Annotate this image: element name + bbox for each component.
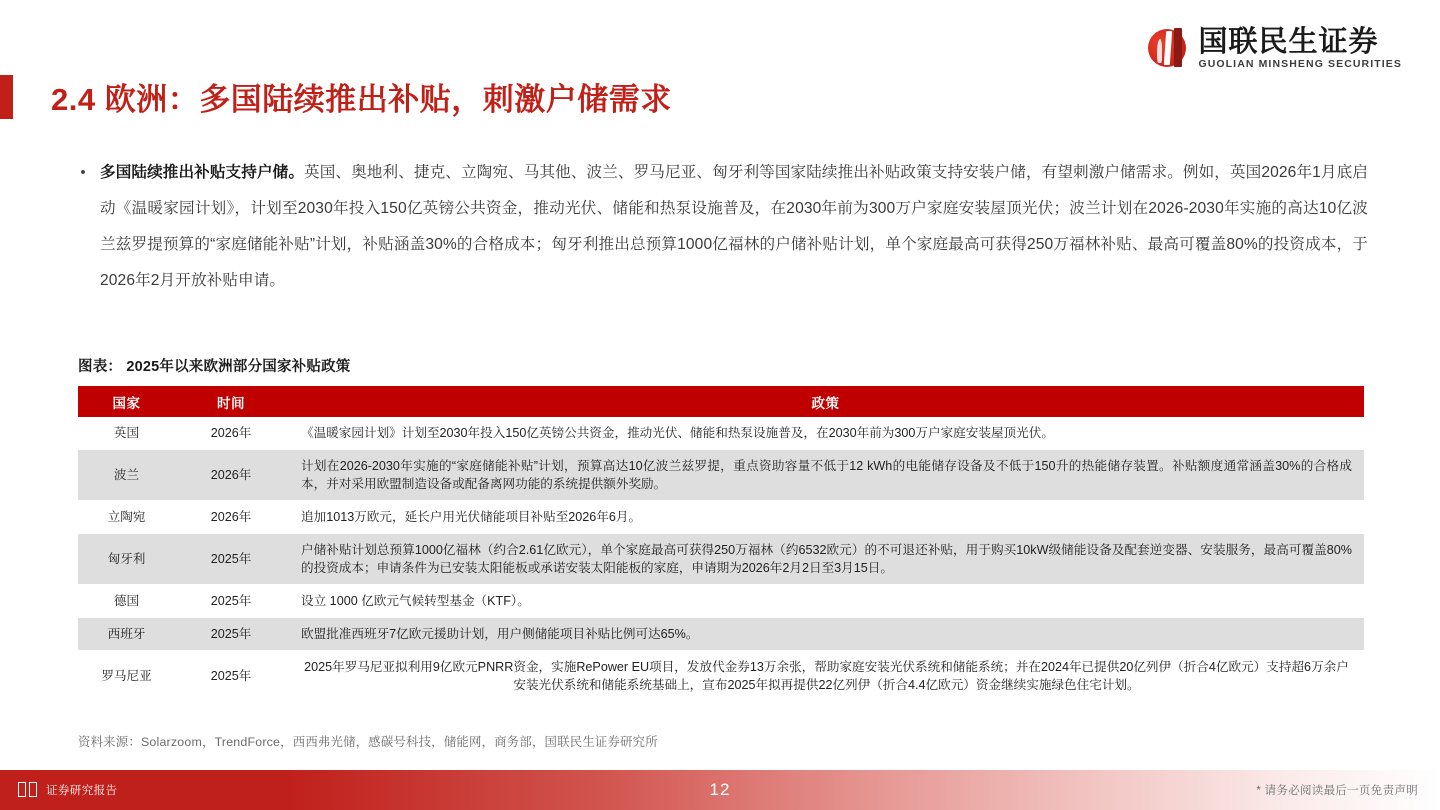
body-lead-phrase: 多国陆续推出补贴支持户储。 (100, 164, 305, 181)
cell-policy: 户储补贴计划总预算1000亿福林（约合2.61亿欧元），单个家庭最高可获得250万福林（约6532欧元）的不可退还补贴，用于购买10kW级储能设备及配套逆变器、安装服务，最高可覆盖80%的投资成本；申请条件为已安装太阳能板或承诺安装太阳能板的家庭，申请期为2026年2月2日至3月15日。 (287, 534, 1364, 585)
cell-time: 2025年 (175, 651, 287, 702)
cell-country: 波兰 (78, 450, 175, 501)
cell-time: 2026年 (175, 501, 287, 534)
table-row (78, 501, 1364, 534)
column-header-country: 国家 (78, 386, 175, 417)
table-row (78, 585, 1364, 618)
table-row (78, 651, 1364, 702)
cell-policy: 欧盟批准西班牙7亿欧元援助计划，用户侧储能项目补贴比例可达65%。 (287, 618, 1364, 651)
body-paragraph-text: 英国、奥地利、捷克、立陶宛、马其他、波兰、罗马尼亚、匈牙利等国家陆续推出补贴政策支持安装户储，有望刺激户储需求。例如，英国2026年1月底启动《温暖家园计划》，计划至2030年投入150亿英镑公共资金，推动光伏、储能和热泵设施普及，在2030年前为300万户家庭安装屋顶光伏；波兰计划在2026-2030年实施的高达10亿波兰兹罗提预算的“家庭储能补贴”计划，补贴涵盖30%的合格成本；匈牙利推出总预算1000亿福林的户储补贴计划，单个家庭最高可获得250万福林补贴、最高可覆盖80%的投资成本，于2026年2月开放补贴申请。 (100, 164, 1368, 289)
footer-page-number: 12 (709, 780, 731, 799)
logo-company-name-en: GUOLIAN MINSHENG SECURITIES (1198, 58, 1402, 71)
table-source-note: 资料来源：Solarzoom，TrendForce，西西弗光储，感碳号科技，储能网，商务部，国联民生证券研究所 (78, 735, 658, 749)
policy-table-body (78, 417, 1364, 702)
logo-company-name-cn: 国联民生证券 (1198, 24, 1379, 58)
cell-policy: 《温暖家园计划》计划至2030年投入150亿英镑公共资金，推动光伏、储能和热泵设施普及，在2030年前为300万户家庭安装屋顶光伏。 (287, 417, 1364, 450)
cell-country: 罗马尼亚 (78, 651, 175, 702)
page-title: 2.4 欧洲：多国陆续推出补贴，刺激户储需求 (51, 82, 672, 117)
cell-time: 2025年 (175, 618, 287, 651)
table-row (78, 534, 1364, 585)
page-footer (0, 770, 1440, 810)
cell-policy: 计划在2026-2030年实施的“家庭储能补贴”计划，预算高达10亿波兰兹罗提，重点资助容量不低于12 kWh的电能储存设备及不低于150升的热能储存装置。补贴额度通常涵盖30%的合格成本，并对采用欧盟制造设备或配备离网功能的系统提供额外奖励。 (287, 450, 1364, 501)
cell-time: 2026年 (175, 450, 287, 501)
table-header-row (78, 386, 1364, 417)
footer-report-label: 证券研究报告 (46, 785, 118, 797)
column-header-policy: 政策 (287, 386, 1364, 417)
cell-policy: 2025年罗马尼亚拟利用9亿欧元PNRR资金，实施RePower EU项目，发放代金券13万余张，帮助家庭安装光伏系统和储能系统；并在2024年已提供20亿列伊（折合4亿欧元）支持超6万余户安装光伏系统和储能系统基础上，宣布2025年拟再提供22亿列伊（折合4.4亿欧元）资金继续实施绿色住宅计划。 (287, 651, 1364, 702)
body-paragraph (100, 155, 1368, 299)
table-row (78, 450, 1364, 501)
company-logo (1148, 26, 1402, 70)
column-header-time: 时间 (175, 386, 287, 417)
footer-disclaimer: * 请务必阅读最后一页免责声明 (1256, 785, 1418, 797)
cell-policy: 追加1013万欧元，延长户用光伏储能项目补贴至2026年6月。 (287, 501, 1364, 534)
table-row (78, 618, 1364, 651)
bullet-marker: • (80, 164, 86, 181)
cell-country: 匈牙利 (78, 534, 175, 585)
flame-logo-icon (1148, 27, 1188, 69)
policy-table (78, 386, 1364, 702)
cell-time: 2025年 (175, 534, 287, 585)
cell-time: 2025年 (175, 585, 287, 618)
cell-country: 德国 (78, 585, 175, 618)
table-row (78, 417, 1364, 450)
cell-country: 西班牙 (78, 618, 175, 651)
policy-table-wrapper (78, 386, 1364, 702)
slide-title-bar (0, 74, 672, 119)
title-accent-bar (0, 75, 13, 119)
table-caption: 图表： 2025年以来欧洲部分国家补贴政策 (78, 359, 351, 375)
body-bullet-block (78, 155, 1368, 299)
cell-country: 英国 (78, 417, 175, 450)
cell-time: 2026年 (175, 417, 287, 450)
cell-country: 立陶宛 (78, 501, 175, 534)
cell-policy: 设立 1000 亿欧元气候转型基金（KTF）。 (287, 585, 1364, 618)
